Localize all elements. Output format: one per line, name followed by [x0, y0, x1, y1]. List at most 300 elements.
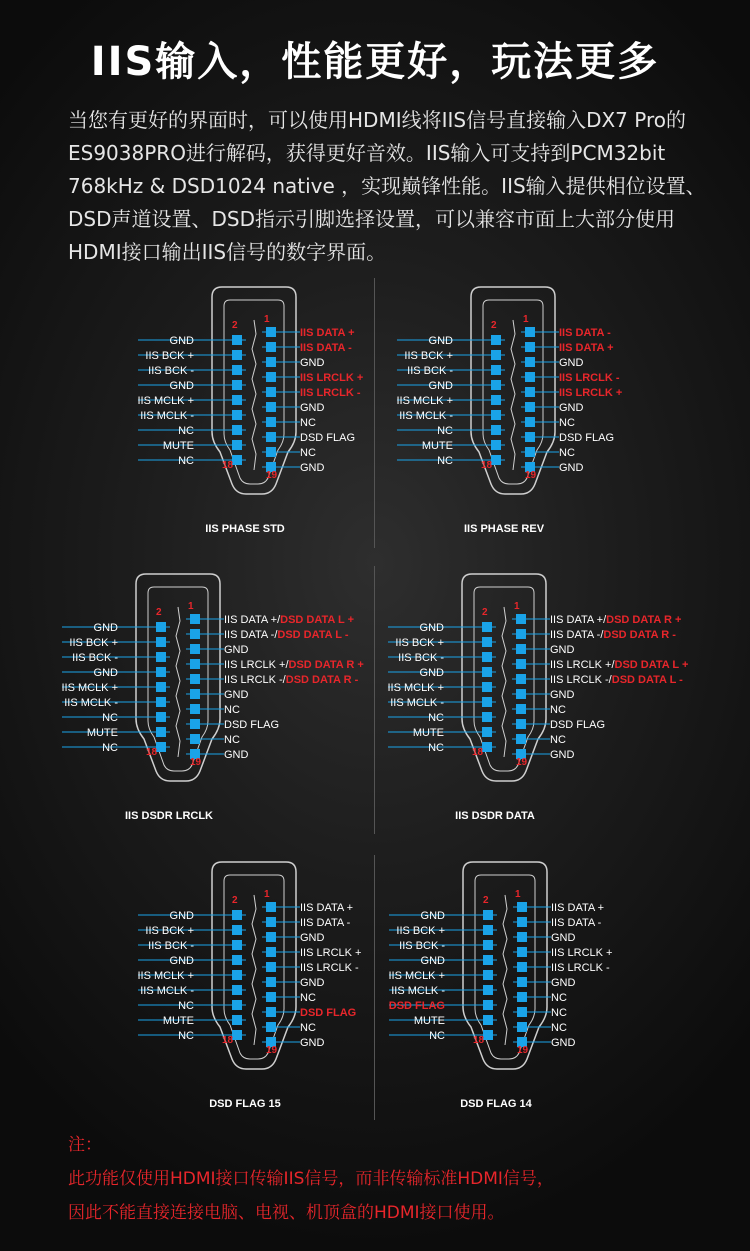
- pin-label-right: [559, 357, 584, 369]
- pin-label-right: [300, 447, 316, 459]
- pinout-diagram-iis-dsdr-data: [387, 569, 689, 829]
- pin-label-segment: GND: [224, 644, 249, 656]
- pin-contact-left: [232, 350, 242, 360]
- pin-contact-right: [190, 614, 200, 624]
- pin-contact-right: [525, 447, 535, 457]
- pin-label-right: [300, 387, 361, 399]
- pin-label-right: [551, 1007, 567, 1019]
- pin-contact-right: [190, 644, 200, 654]
- pin-label-right: [551, 962, 610, 974]
- notes-line: 此功能仅使用HDMI接口传输IIS信号，而非传输标准HDMI信号，: [68, 1169, 554, 1189]
- pin-contact-left: [491, 350, 501, 360]
- pin-contact-right: [266, 962, 276, 972]
- pin-contact-right: [266, 432, 276, 442]
- pin-contact-right: [266, 902, 276, 912]
- pin-label-segment: IIS DATA +/: [224, 614, 281, 626]
- pin-contact-left: [482, 652, 492, 662]
- pin-label-left: IIS MCLK +: [137, 395, 194, 407]
- connector-spine: [252, 895, 256, 1045]
- pin-contact-right: [190, 629, 200, 639]
- pin-label-segment: NC: [559, 417, 575, 429]
- pin-label-left: NC: [428, 712, 444, 724]
- pin-contact-right: [266, 917, 276, 927]
- pin-contact-right: [266, 947, 276, 957]
- pin-contact-right: [266, 992, 276, 1002]
- notes-section: [68, 1128, 728, 1230]
- pin-number-2: 2: [491, 320, 497, 331]
- pin-label-right: [550, 614, 681, 626]
- pin-label-right: [300, 357, 325, 369]
- pin-contact-left: [491, 380, 501, 390]
- column-divider: [374, 855, 375, 1120]
- pin-contact-right: [190, 659, 200, 669]
- pin-label-left: NC: [178, 1030, 194, 1042]
- pin-label-left: MUTE: [412, 727, 444, 739]
- pin-contact-left: [156, 637, 166, 647]
- pin-contact-right: [517, 917, 527, 927]
- pin-contact-left: [491, 410, 501, 420]
- pin-label-right: [551, 947, 612, 959]
- pin-label-right: [224, 749, 249, 761]
- pin-label-right: [559, 402, 584, 414]
- pin-label-right: [551, 1037, 576, 1049]
- pin-contact-right: [516, 614, 526, 624]
- pin-label-segment: NC: [300, 992, 316, 1004]
- pin-contact-left: [483, 1000, 493, 1010]
- pin-contact-right: [517, 902, 527, 912]
- pin-label-right: [224, 659, 364, 671]
- pin-number-18: 18: [481, 460, 493, 471]
- connector-spine: [252, 320, 256, 470]
- diagram-caption: IIS PHASE REV: [463, 523, 545, 535]
- pin-contact-left: [482, 637, 492, 647]
- pin-number-1: 1: [264, 314, 270, 325]
- pin-contact-right: [516, 719, 526, 729]
- pin-number-19: 19: [266, 1045, 278, 1056]
- pin-contact-right: [266, 402, 276, 412]
- pin-contact-left: [491, 365, 501, 375]
- pin-contact-right: [266, 342, 276, 352]
- pin-label-segment: GND: [559, 357, 584, 369]
- intro-paragraph: [68, 104, 708, 269]
- pin-label-right: [300, 932, 325, 944]
- diagram-caption: IIS PHASE STD: [205, 523, 285, 535]
- pin-label-segment: GND: [550, 689, 575, 701]
- pin-label-right: [550, 644, 575, 656]
- pin-contact-left: [483, 985, 493, 995]
- pin-contact-left: [491, 440, 501, 450]
- pin-label-segment: GND: [224, 689, 249, 701]
- pin-label-right: [224, 644, 249, 656]
- pin-label-left: IIS BCK +: [145, 925, 194, 937]
- pin-label-segment: GND: [559, 462, 584, 474]
- pin-contact-right: [190, 734, 200, 744]
- pin-label-segment: IIS LRCLK +: [559, 387, 623, 399]
- pin-label-right: [224, 674, 359, 686]
- pin-label-left: GND: [169, 910, 194, 922]
- pin-contact-right: [517, 1022, 527, 1032]
- pin-label-left: GND: [169, 955, 194, 967]
- pin-label-left: NC: [429, 1030, 445, 1042]
- pin-contact-left: [483, 970, 493, 980]
- pin-label-segment: GND: [559, 402, 584, 414]
- pin-contact-left: [482, 697, 492, 707]
- pin-label-segment: IIS DATA -: [559, 327, 611, 339]
- pin-label-right: [559, 417, 575, 429]
- pin-contact-left: [156, 622, 166, 632]
- pin-number-1: 1: [188, 601, 194, 612]
- pin-contact-left: [483, 1015, 493, 1025]
- pin-contact-left: [232, 410, 242, 420]
- pin-label-right: [551, 917, 602, 929]
- pin-contact-left: [482, 667, 492, 677]
- pin-label-segment: IIS LRCLK +/: [550, 659, 615, 671]
- pin-label-segment: NC: [551, 992, 567, 1004]
- pin-label-segment: DSD DATA L -: [611, 674, 683, 686]
- pin-contact-left: [232, 955, 242, 965]
- pin-label-left: IIS MCLK -: [140, 985, 194, 997]
- pin-label-left: GND: [93, 667, 118, 679]
- pin-label-left: IIS BCK -: [398, 652, 444, 664]
- pin-contact-left: [232, 395, 242, 405]
- pin-number-2: 2: [232, 895, 238, 906]
- pin-contact-right: [266, 447, 276, 457]
- pin-label-segment: GND: [224, 749, 249, 761]
- pin-contact-left: [491, 335, 501, 345]
- pin-label-segment: GND: [300, 977, 325, 989]
- pin-label-right: [300, 1007, 356, 1019]
- pin-label-right: [550, 749, 575, 761]
- pin-number-2: 2: [482, 607, 488, 618]
- pin-contact-left: [482, 622, 492, 632]
- pin-label-right: [550, 659, 688, 671]
- pin-label-segment: IIS DATA -/: [224, 629, 278, 641]
- pin-contact-left: [232, 985, 242, 995]
- pin-contact-left: [156, 727, 166, 737]
- pin-contact-left: [232, 910, 242, 920]
- pin-contact-right: [517, 947, 527, 957]
- pin-label-left: IIS BCK -: [399, 940, 445, 952]
- pin-contact-left: [156, 682, 166, 692]
- pin-label-segment: NC: [550, 734, 566, 746]
- pin-label-left: IIS BCK +: [145, 350, 194, 362]
- pin-label-left: GND: [93, 622, 118, 634]
- pin-label-left: IIS MCLK -: [391, 985, 445, 997]
- pinout-diagram-dsd-flag-14: [388, 857, 619, 1117]
- pin-label-left: DSD FLAG: [388, 1000, 445, 1012]
- pin-label-left: GND: [420, 955, 445, 967]
- pin-label-left: GND: [419, 622, 444, 634]
- pin-contact-right: [516, 674, 526, 684]
- pin-label-segment: IIS DATA +: [300, 902, 354, 914]
- pin-contact-right: [190, 674, 200, 684]
- pin-contact-right: [516, 689, 526, 699]
- pin-label-segment: GND: [300, 1037, 325, 1049]
- pin-label-segment: IIS DATA +: [300, 327, 355, 339]
- pin-label-segment: NC: [551, 1007, 567, 1019]
- pin-contact-right: [525, 402, 535, 412]
- pin-number-2: 2: [483, 895, 489, 906]
- pin-contact-left: [483, 910, 493, 920]
- pin-label-right: [559, 372, 620, 384]
- pin-label-left: IIS MCLK +: [387, 682, 444, 694]
- pin-label-segment: GND: [300, 402, 325, 414]
- pin-contact-left: [232, 1000, 242, 1010]
- pin-label-left: IIS MCLK +: [396, 395, 453, 407]
- pin-contact-left: [232, 1015, 242, 1025]
- pin-label-left: IIS MCLK +: [388, 970, 445, 982]
- pin-label-right: [300, 342, 352, 354]
- pin-label-left: IIS BCK +: [395, 637, 444, 649]
- pin-label-segment: IIS DATA -: [300, 342, 352, 354]
- pin-contact-left: [482, 727, 492, 737]
- pin-label-left: GND: [419, 667, 444, 679]
- pin-number-19: 19: [516, 757, 528, 768]
- pin-label-left: GND: [169, 380, 194, 392]
- pin-contact-left: [156, 652, 166, 662]
- pin-label-segment: IIS LRCLK +: [300, 947, 362, 959]
- pin-label-right: [300, 917, 351, 929]
- pin-label-segment: IIS LRCLK -: [551, 962, 610, 974]
- pin-contact-right: [517, 962, 527, 972]
- pin-label-right: [550, 629, 676, 641]
- pin-number-1: 1: [523, 314, 529, 325]
- pin-label-right: [224, 614, 354, 626]
- pin-label-left: NC: [102, 742, 118, 754]
- pin-contact-right: [266, 1007, 276, 1017]
- pin-label-segment: NC: [224, 734, 240, 746]
- pin-contact-right: [266, 387, 276, 397]
- pin-label-segment: DSD FLAG: [224, 719, 280, 731]
- pin-label-segment: DSD DATA R +: [288, 659, 364, 671]
- pin-label-left: IIS MCLK +: [137, 970, 194, 982]
- pin-label-segment: GND: [551, 1037, 576, 1049]
- pin-contact-right: [516, 644, 526, 654]
- pin-label-segment: IIS DATA +: [559, 342, 614, 354]
- pinout-diagram-iis-phase-rev: [396, 282, 627, 542]
- pin-label-segment: IIS DATA +: [551, 902, 605, 914]
- pin-label-right: [224, 719, 279, 731]
- pin-contact-left: [232, 380, 242, 390]
- pin-label-right: [224, 629, 349, 641]
- pin-label-left: NC: [102, 712, 118, 724]
- pin-label-segment: IIS LRCLK +: [300, 372, 364, 384]
- diagram-caption: IIS DSDR LRCLK: [125, 810, 213, 822]
- pin-contact-right: [190, 689, 200, 699]
- pin-label-segment: NC: [300, 417, 316, 429]
- pin-contact-right: [525, 357, 535, 367]
- pin-label-segment: DSD DATA L -: [277, 629, 349, 641]
- pin-label-segment: GND: [300, 462, 325, 474]
- pin-label-right: [550, 734, 566, 746]
- pin-number-2: 2: [232, 320, 238, 331]
- connector-spine: [176, 607, 180, 757]
- pin-label-right: [300, 1037, 325, 1049]
- pin-label-segment: GND: [551, 977, 576, 989]
- pin-number-18: 18: [146, 747, 158, 758]
- pin-label-left: IIS BCK -: [72, 652, 118, 664]
- pin-label-segment: DSD DATA R +: [606, 614, 682, 626]
- pin-contact-right: [517, 932, 527, 942]
- pin-contact-left: [482, 682, 492, 692]
- pin-number-18: 18: [472, 747, 484, 758]
- page-title: IIS输入，性能更好，玩法更多: [90, 39, 660, 85]
- pin-label-right: [300, 977, 325, 989]
- notes-label: 注：: [68, 1135, 102, 1155]
- pin-contact-left: [483, 1030, 493, 1040]
- pin-label-segment: NC: [559, 447, 575, 459]
- pin-contact-left: [232, 335, 242, 345]
- pin-label-segment: NC: [551, 1022, 567, 1034]
- column-divider: [374, 278, 375, 548]
- pin-label-right: [300, 1022, 316, 1034]
- pin-label-left: GND: [420, 910, 445, 922]
- pin-number-2: 2: [156, 607, 162, 618]
- pin-contact-right: [516, 704, 526, 714]
- pin-label-left: NC: [178, 1000, 194, 1012]
- pin-label-right: [300, 962, 359, 974]
- pin-label-left: NC: [178, 425, 194, 437]
- pin-contact-left: [491, 455, 501, 465]
- pin-contact-left: [232, 970, 242, 980]
- pin-contact-right: [190, 704, 200, 714]
- pin-contact-left: [232, 455, 242, 465]
- pin-contact-right: [525, 387, 535, 397]
- pin-label-left: GND: [169, 335, 194, 347]
- pin-label-left: IIS MCLK -: [399, 410, 453, 422]
- pin-contact-right: [525, 327, 535, 337]
- pin-label-left: IIS MCLK +: [61, 682, 118, 694]
- pin-label-left: NC: [437, 455, 453, 467]
- pin-label-segment: GND: [300, 932, 325, 944]
- pin-contact-right: [266, 977, 276, 987]
- pin-label-segment: IIS DATA +/: [550, 614, 607, 626]
- pin-label-segment: IIS LRCLK -: [300, 387, 361, 399]
- pin-label-left: NC: [428, 742, 444, 754]
- pin-contact-left: [232, 940, 242, 950]
- pin-label-right: [550, 719, 605, 731]
- pin-label-right: [559, 447, 575, 459]
- pin-label-right: [300, 902, 353, 914]
- pin-label-left: GND: [428, 380, 453, 392]
- pin-contact-left: [156, 712, 166, 722]
- pin-label-segment: GND: [551, 932, 576, 944]
- pin-contact-right: [190, 719, 200, 729]
- pin-label-segment: DSD FLAG: [300, 1007, 357, 1019]
- pin-contact-right: [266, 357, 276, 367]
- pin-label-segment: DSD FLAG: [559, 432, 615, 444]
- pin-label-right: [551, 932, 576, 944]
- pin-label-right: [300, 947, 361, 959]
- pin-contact-right: [266, 417, 276, 427]
- pin-label-left: MUTE: [86, 727, 118, 739]
- pin-label-right: [300, 327, 355, 339]
- pinout-diagram-iis-phase-std: [137, 282, 368, 542]
- pin-contact-left: [491, 425, 501, 435]
- pin-label-right: [551, 992, 567, 1004]
- pin-label-right: [551, 977, 576, 989]
- pin-label-right: [224, 704, 240, 716]
- pin-number-18: 18: [222, 1035, 234, 1046]
- pin-label-left: IIS MCLK -: [64, 697, 118, 709]
- pin-label-segment: NC: [550, 704, 566, 716]
- intro-line: HDMI接口输出IIS信号的数字界面。: [68, 240, 387, 264]
- pin-label-left: IIS BCK +: [404, 350, 453, 362]
- pin-contact-right: [517, 992, 527, 1002]
- pin-contact-left: [491, 395, 501, 405]
- pin-number-19: 19: [266, 470, 278, 481]
- pin-label-right: [300, 462, 325, 474]
- pin-contact-right: [516, 734, 526, 744]
- notes-line: 因此不能直接连接电脑、电视、机顶盒的HDMI接口使用。: [68, 1203, 505, 1223]
- pin-label-left: IIS BCK -: [148, 365, 194, 377]
- pin-label-segment: DSD FLAG: [300, 432, 356, 444]
- pin-contact-left: [482, 742, 492, 752]
- intro-line: ES9038PRO进行解码，获得更好音效。IIS输入可支持到PCM32bit: [68, 141, 666, 165]
- pin-number-1: 1: [514, 601, 520, 612]
- pin-contact-left: [156, 667, 166, 677]
- pin-number-19: 19: [190, 757, 202, 768]
- pin-contact-right: [517, 977, 527, 987]
- pin-number-18: 18: [222, 460, 234, 471]
- diagram-caption: DSD FLAG 14: [460, 1098, 532, 1110]
- pinout-diagram-iis-dsdr-lrclk: [61, 569, 364, 829]
- pin-label-segment: IIS DATA -: [300, 917, 351, 929]
- pin-label-segment: IIS DATA -: [551, 917, 602, 929]
- pin-label-left: IIS BCK +: [69, 637, 118, 649]
- pin-contact-right: [516, 629, 526, 639]
- pin-label-left: GND: [428, 335, 453, 347]
- pin-label-left: IIS MCLK -: [140, 410, 194, 422]
- pin-label-segment: GND: [550, 644, 575, 656]
- pin-label-segment: IIS LRCLK +: [551, 947, 613, 959]
- pin-label-segment: IIS LRCLK -/: [224, 674, 286, 686]
- pin-contact-left: [483, 940, 493, 950]
- connector-spine: [511, 320, 515, 470]
- pin-contact-left: [483, 955, 493, 965]
- pin-label-segment: IIS LRCLK -: [300, 962, 359, 974]
- pin-label-right: [550, 674, 683, 686]
- pin-label-segment: IIS LRCLK -: [559, 372, 620, 384]
- pin-label-right: [300, 432, 355, 444]
- pin-label-right: [300, 992, 316, 1004]
- pin-contact-right: [525, 432, 535, 442]
- pin-label-segment: IIS LRCLK -/: [550, 674, 612, 686]
- pin-label-left: MUTE: [162, 440, 194, 452]
- diagram-caption: IIS DSDR DATA: [455, 810, 535, 822]
- pinout-diagram-dsd-flag-15: [137, 857, 368, 1117]
- intro-line: 当您有更好的界面时，可以使用HDMI线将IIS信号直接输入DX7 Pro的: [68, 108, 686, 132]
- pin-contact-left: [156, 742, 166, 752]
- pin-label-left: IIS BCK -: [148, 940, 194, 952]
- pin-label-left: MUTE: [421, 440, 453, 452]
- pin-label-segment: GND: [550, 749, 575, 761]
- pin-label-right: [550, 689, 575, 701]
- pin-contact-left: [232, 365, 242, 375]
- pin-number-19: 19: [517, 1045, 529, 1056]
- pin-label-segment: GND: [300, 357, 325, 369]
- pin-contact-left: [232, 425, 242, 435]
- connector-spine: [502, 607, 506, 757]
- pin-label-right: [559, 432, 614, 444]
- pin-label-right: [551, 902, 604, 914]
- pin-label-left: MUTE: [413, 1015, 445, 1027]
- pin-label-right: [300, 372, 363, 384]
- pin-number-18: 18: [473, 1035, 485, 1046]
- pin-contact-right: [525, 342, 535, 352]
- pin-contact-left: [156, 697, 166, 707]
- pin-label-left: NC: [437, 425, 453, 437]
